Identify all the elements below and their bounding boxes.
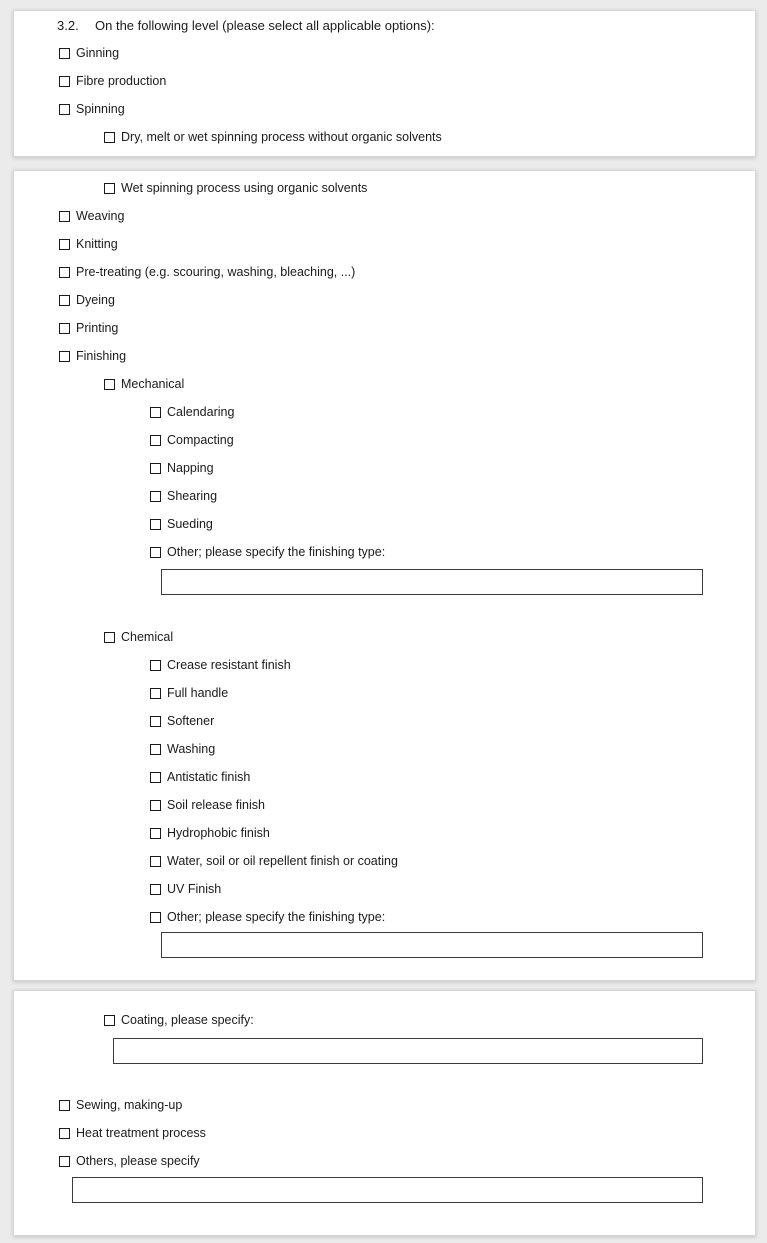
checkbox-icon[interactable] [150,828,161,839]
option-label: Other; please specify the finishing type: [167,910,386,925]
option-label: Calendaring [167,405,235,420]
option-shearing[interactable] [14,482,755,510]
option-label: Antistatic finish [167,770,251,785]
option-label: Sueding [167,517,213,532]
checkbox-icon[interactable] [150,491,161,502]
option-label: Full handle [167,686,229,701]
option-finishing[interactable] [14,342,755,370]
option-full-handle[interactable] [14,679,755,707]
option-label: Mechanical [121,377,185,392]
others-specify-input[interactable] [72,1177,703,1203]
option-label: Soil release finish [167,798,265,813]
checkbox-icon[interactable] [59,104,70,115]
question-title: On the following level (please select all applicable options): [95,17,435,33]
option-calendaring[interactable] [14,398,755,426]
option-label: Wet spinning process using organic solvents [121,181,368,196]
option-label: Other; please specify the finishing type: [167,545,386,560]
option-others-please-specify[interactable] [14,1147,755,1175]
checkbox-icon[interactable] [59,351,70,362]
option-crease-resistant-finish[interactable] [14,651,755,679]
option-dry-melt-wet-spinning-no-solvents[interactable] [14,123,755,151]
checkbox-icon[interactable] [150,519,161,530]
checkbox-icon[interactable] [150,716,161,727]
checkbox-icon[interactable] [104,632,115,643]
checkbox-icon[interactable] [59,323,70,334]
option-label: Chemical [121,630,174,645]
option-knitting[interactable] [14,230,755,258]
option-label: Dyeing [76,293,115,308]
checkbox-icon[interactable] [150,800,161,811]
option-label: Ginning [76,46,120,61]
option-label: Others, please specify [76,1154,200,1169]
option-soil-release-finish[interactable] [14,791,755,819]
checkbox-icon[interactable] [104,183,115,194]
checkbox-icon[interactable] [59,1100,70,1111]
option-softener[interactable] [14,707,755,735]
checkbox-icon[interactable] [59,1156,70,1167]
option-label: Dry, melt or wet spinning process without organic solvents [121,130,442,145]
option-label: Coating, please specify: [121,1013,254,1028]
checkbox-icon[interactable] [150,856,161,867]
option-sueding[interactable] [14,510,755,538]
coating-specify-input[interactable] [113,1038,703,1064]
option-label: Washing [167,742,216,757]
checkbox-icon[interactable] [59,267,70,278]
option-label: Spinning [76,102,125,117]
option-label: Heat treatment process [76,1126,206,1141]
checkbox-icon[interactable] [104,1015,115,1026]
option-label: Pre-treating (e.g. scouring, washing, bleaching, ...) [76,265,356,280]
checkbox-icon[interactable] [150,884,161,895]
option-heat-treatment-process[interactable] [14,1119,755,1147]
checkbox-icon[interactable] [59,295,70,306]
checkbox-icon[interactable] [59,211,70,222]
checkbox-icon[interactable] [150,660,161,671]
option-chemical-other[interactable] [14,903,755,931]
option-weaving[interactable] [14,202,755,230]
form-page-3 [13,990,756,1236]
option-hydrophobic-finish[interactable] [14,819,755,847]
checkbox-icon[interactable] [59,48,70,59]
option-ginning[interactable] [14,39,755,67]
mechanical-other-finishing-type-input[interactable] [161,569,703,595]
checkbox-icon[interactable] [150,912,161,923]
checkbox-icon[interactable] [150,407,161,418]
option-printing[interactable] [14,314,755,342]
checkbox-icon[interactable] [150,463,161,474]
option-label: Hydrophobic finish [167,826,270,841]
form-page-1 [13,10,756,157]
option-label: Fibre production [76,74,167,89]
option-label: Compacting [167,433,234,448]
option-label: Softener [167,714,215,729]
option-label: Sewing, making-up [76,1098,183,1113]
checkbox-icon[interactable] [150,547,161,558]
option-dyeing[interactable] [14,286,755,314]
checkbox-icon[interactable] [59,1128,70,1139]
checkbox-icon[interactable] [150,688,161,699]
chemical-other-finishing-type-input[interactable] [161,932,703,958]
option-wet-spinning-organic-solvents[interactable] [14,174,755,202]
option-mechanical-other[interactable] [14,538,755,566]
option-compacting[interactable] [14,426,755,454]
checkbox-icon[interactable] [104,132,115,143]
checkbox-icon[interactable] [150,772,161,783]
option-label: Crease resistant finish [167,658,291,673]
option-uv-finish[interactable] [14,875,755,903]
option-label: Water, soil or oil repellent finish or coating [167,854,398,869]
option-label: Finishing [76,349,127,364]
option-fibre-production[interactable] [14,67,755,95]
option-napping[interactable] [14,454,755,482]
option-coating[interactable] [14,1006,755,1034]
option-spinning[interactable] [14,95,755,123]
option-pre-treating[interactable] [14,258,755,286]
option-sewing-making-up[interactable] [14,1091,755,1119]
option-mechanical[interactable] [14,370,755,398]
checkbox-icon[interactable] [104,379,115,390]
option-label: UV Finish [167,882,222,897]
checkbox-icon[interactable] [59,239,70,250]
option-label: Shearing [167,489,218,504]
checkbox-icon[interactable] [150,435,161,446]
question-3-2-heading [14,11,755,39]
option-antistatic-finish[interactable] [14,763,755,791]
option-label: Napping [167,461,214,476]
option-washing[interactable] [14,735,755,763]
checkbox-icon[interactable] [59,76,70,87]
option-label: Weaving [76,209,125,224]
option-label: Knitting [76,237,118,252]
option-chemical[interactable] [14,623,755,651]
option-water-soil-oil-repellent[interactable] [14,847,755,875]
option-label: Printing [76,321,119,336]
checkbox-icon[interactable] [150,744,161,755]
form-page-2 [13,170,756,981]
question-number: 3.2. [57,17,79,33]
